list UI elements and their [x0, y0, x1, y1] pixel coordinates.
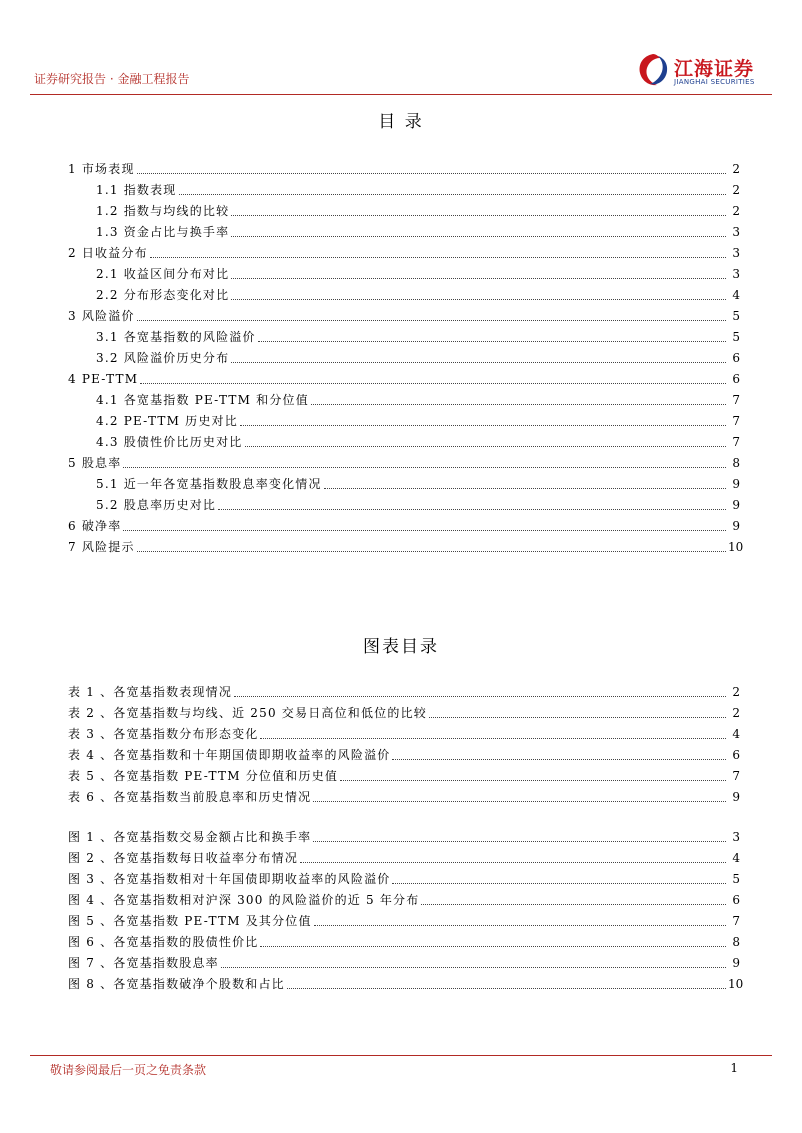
table-entry-page: 9 — [732, 790, 740, 804]
dot-leader — [324, 488, 726, 489]
toc-entry-page: 2 — [732, 204, 740, 218]
chart-entry-label: 图 2 、各宽基指数每日收益率分布情况 — [68, 851, 299, 865]
jianghai-logo-icon — [636, 52, 670, 88]
toc-entry[interactable] — [68, 386, 740, 407]
page-number: 1 — [730, 1061, 738, 1075]
toc-entry-label: 1.2 指数与均线的比较 — [96, 204, 230, 218]
dot-leader — [221, 967, 726, 968]
dot-leader — [313, 841, 726, 842]
toc-entry-label: 5.1 近一年各宽基指数股息率变化情况 — [96, 477, 322, 491]
chart-entry-label: 图 3 、各宽基指数相对十年国债即期收益率的风险溢价 — [68, 872, 391, 886]
toc-entry[interactable] — [68, 239, 740, 260]
toc-entry[interactable] — [68, 491, 740, 512]
dot-leader — [179, 194, 727, 195]
dot-leader — [240, 425, 726, 426]
toc-entry-page: 8 — [732, 456, 740, 470]
table-entry-page: 6 — [732, 748, 740, 762]
table-entry[interactable] — [68, 762, 740, 783]
toc-entry[interactable] — [68, 428, 740, 449]
chart-entry-page: 9 — [732, 956, 740, 970]
toc-entry-label: 2.1 收益区间分布对比 — [96, 267, 230, 281]
chart-entry[interactable] — [68, 970, 744, 991]
toc-entry-page: 7 — [732, 414, 740, 428]
chart-entry[interactable] — [68, 823, 740, 844]
chart-entry-page: 7 — [732, 914, 740, 928]
chart-entry-page: 3 — [732, 830, 740, 844]
dot-leader — [231, 299, 726, 300]
chart-entry[interactable] — [68, 886, 740, 907]
toc-entry[interactable] — [68, 344, 740, 365]
chart-entry-page: 5 — [732, 872, 740, 886]
toc-entry[interactable] — [68, 281, 740, 302]
chart-entry[interactable] — [68, 949, 740, 970]
toc-entry[interactable] — [68, 449, 740, 470]
toc-entry-page: 9 — [732, 477, 740, 491]
toc-entry-page: 5 — [732, 330, 740, 344]
dot-leader — [231, 236, 726, 237]
dot-leader — [287, 988, 726, 989]
toc-entry-label: 1.1 指数表现 — [96, 183, 177, 197]
toc-entry-page: 3 — [732, 267, 740, 281]
toc-entry-label: 3.1 各宽基指数的风险溢价 — [96, 330, 256, 344]
dot-leader — [311, 404, 726, 405]
table-entry-label: 表 2 、各宽基指数与均线、近 250 交易日高位和低位的比较 — [68, 706, 427, 720]
toc-entry-label: 5.2 股息率历史对比 — [96, 498, 217, 512]
toc-title: 目 录 — [378, 112, 424, 132]
dot-leader — [123, 530, 726, 531]
figures-index-title: 图表目录 — [363, 637, 439, 657]
chart-entry[interactable] — [68, 844, 740, 865]
dot-leader — [123, 467, 726, 468]
dot-leader — [314, 925, 726, 926]
toc-entry-label: 4.2 PE-TTM 历史对比 — [96, 414, 238, 428]
toc-entry-label: 4.1 各宽基指数 PE-TTM 和分位值 — [96, 393, 309, 407]
table-entry-page: 4 — [732, 727, 740, 741]
toc-entry-label: 4.3 股债性价比历史对比 — [96, 435, 243, 449]
chart-entry-label: 图 4 、各宽基指数相对沪深 300 的风险溢价的近 5 年分布 — [68, 893, 420, 907]
chart-entry-page: 4 — [732, 851, 740, 865]
dot-leader — [140, 383, 726, 384]
table-entry-label: 表 5 、各宽基指数 PE-TTM 分位值和历史值 — [68, 769, 339, 783]
chart-entry-label: 图 7 、各宽基指数股息率 — [68, 956, 219, 970]
toc-entry-label: 3.2 风险溢价历史分布 — [96, 351, 230, 365]
dot-leader — [340, 780, 726, 781]
report-category: 证券研究报告 · 金融工程报告 — [34, 72, 190, 86]
toc-entry-page: 3 — [732, 246, 740, 260]
company-logo — [636, 52, 776, 92]
toc-entry-label: 1 市场表现 — [68, 162, 135, 176]
toc-entry-page: 7 — [732, 393, 740, 407]
header-divider — [30, 94, 772, 95]
toc-entry[interactable] — [68, 302, 740, 323]
toc-entry-label: 7 风险提示 — [68, 540, 135, 554]
table-entry-page: 2 — [732, 685, 740, 699]
toc-entry-page: 3 — [732, 225, 740, 239]
table-entry[interactable] — [68, 783, 740, 804]
table-entry-page: 2 — [732, 706, 740, 720]
toc-entry-label: 2.2 分布形态变化对比 — [96, 288, 230, 302]
dot-leader — [429, 717, 726, 718]
dot-leader — [300, 862, 726, 863]
table-of-contents — [68, 155, 744, 554]
dot-leader — [245, 446, 727, 447]
dot-leader — [231, 362, 726, 363]
chart-entry-page: 6 — [732, 893, 740, 907]
chart-entry-label: 图 1 、各宽基指数交易金额占比和换手率 — [68, 830, 312, 844]
table-entry-page: 7 — [732, 769, 740, 783]
toc-entry[interactable] — [68, 365, 740, 386]
dot-leader — [392, 759, 726, 760]
table-entry-label: 表 3 、各宽基指数分布形态变化 — [68, 727, 259, 741]
toc-entry-label: 6 破净率 — [68, 519, 122, 533]
table-entry[interactable] — [68, 720, 740, 741]
toc-entry[interactable] — [68, 407, 740, 428]
toc-entry-page: 5 — [732, 309, 740, 323]
toc-entry-label: 1.3 资金占比与换手率 — [96, 225, 230, 239]
dot-leader — [421, 904, 726, 905]
chart-entry[interactable] — [68, 928, 740, 949]
dot-leader — [137, 551, 726, 552]
chart-entry[interactable] — [68, 907, 740, 928]
chart-entry-label: 图 6 、各宽基指数的股债性价比 — [68, 935, 259, 949]
toc-entry[interactable] — [68, 470, 740, 491]
chart-entry-label: 图 8 、各宽基指数破净个股数和占比 — [68, 977, 285, 991]
dot-leader — [260, 738, 726, 739]
logo-chinese-name: 江海证券 — [674, 58, 755, 80]
toc-entry-page: 9 — [732, 519, 740, 533]
toc-entry[interactable] — [68, 512, 740, 533]
charts-index — [68, 823, 744, 991]
footer-divider — [30, 1055, 772, 1056]
toc-entry-page: 10 — [728, 540, 744, 554]
dot-leader — [313, 801, 726, 802]
toc-entry-page: 2 — [732, 183, 740, 197]
toc-entry-page: 9 — [732, 498, 740, 512]
chart-entry[interactable] — [68, 865, 740, 886]
toc-entry-page: 7 — [732, 435, 740, 449]
toc-entry[interactable] — [68, 218, 740, 239]
dot-leader — [137, 173, 726, 174]
toc-entry[interactable] — [68, 323, 740, 344]
dot-leader — [231, 278, 726, 279]
toc-entry[interactable] — [68, 155, 740, 176]
toc-entry[interactable] — [68, 197, 740, 218]
toc-entry-label: 3 风险溢价 — [68, 309, 135, 323]
dot-leader — [137, 320, 726, 321]
toc-entry-label: 4 PE-TTM — [68, 372, 139, 386]
table-entry-label: 表 1 、各宽基指数表现情况 — [68, 685, 233, 699]
dot-leader — [260, 946, 726, 947]
chart-entry-label: 图 5 、各宽基指数 PE-TTM 及其分位值 — [68, 914, 312, 928]
toc-entry-page: 2 — [732, 162, 740, 176]
disclaimer-note: 敬请参阅最后一页之免责条款 — [50, 1063, 207, 1077]
table-entry-label: 表 6 、各宽基指数当前股息率和历史情况 — [68, 790, 312, 804]
toc-entry[interactable] — [68, 176, 740, 197]
table-entry[interactable] — [68, 741, 740, 762]
dot-leader — [231, 215, 726, 216]
table-entry[interactable] — [68, 699, 740, 720]
toc-entry[interactable] — [68, 260, 740, 281]
toc-entry-label: 5 股息率 — [68, 456, 122, 470]
chart-entry-page: 10 — [728, 977, 744, 991]
dot-leader — [234, 696, 726, 697]
dot-leader — [150, 257, 726, 258]
toc-entry-page: 6 — [732, 372, 740, 386]
dot-leader — [258, 341, 726, 342]
tables-index — [68, 678, 740, 804]
table-entry-label: 表 4 、各宽基指数和十年期国债即期收益率的风险溢价 — [68, 748, 391, 762]
logo-english-name: JIANGHAI SECURITIES — [674, 78, 755, 86]
table-entry[interactable] — [68, 678, 740, 699]
chart-entry-page: 8 — [732, 935, 740, 949]
dot-leader — [218, 509, 726, 510]
toc-entry[interactable] — [68, 533, 744, 554]
toc-entry-page: 4 — [732, 288, 740, 302]
dot-leader — [392, 883, 726, 884]
toc-entry-label: 2 日收益分布 — [68, 246, 148, 260]
toc-entry-page: 6 — [732, 351, 740, 365]
